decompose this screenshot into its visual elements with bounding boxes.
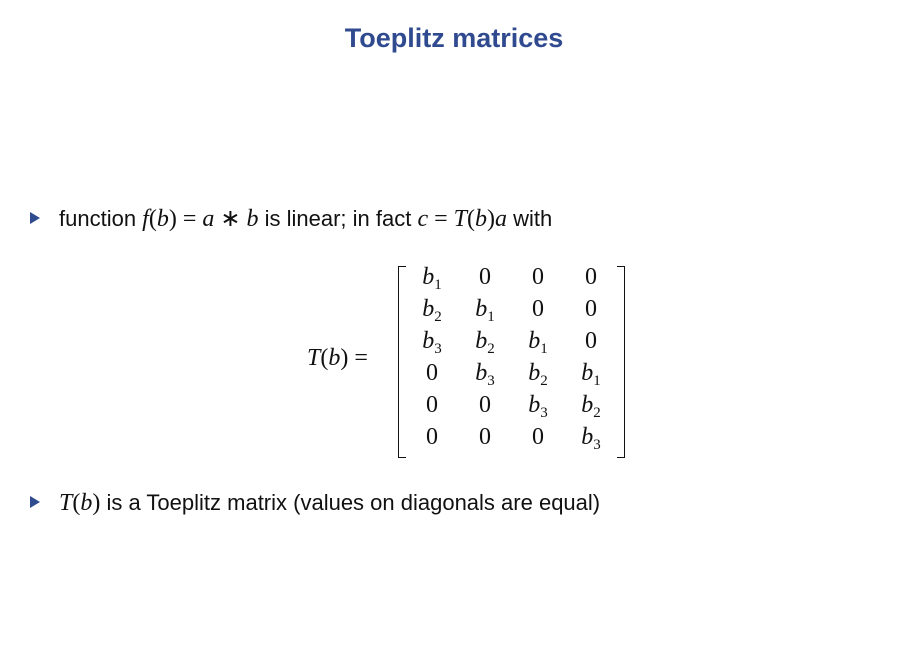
bullet-text-c: with — [507, 206, 553, 231]
matrix-cell: 0 — [585, 296, 597, 322]
matrix-cell: $b_1$ — [528, 328, 548, 357]
matrix-cell: $b_2$ — [422, 296, 442, 325]
math-c-equals-tba: c = T(b)a — [417, 206, 508, 232]
bullet-text-toeplitz: is a Toeplitz matrix (values on diagonals are equal) — [100, 490, 601, 515]
matrix-lhs: T(b) = — [307, 345, 368, 371]
matrix-cell: 0 — [585, 264, 597, 290]
bullet-triangle-icon — [30, 212, 40, 224]
matrix-cell: $b_3$ — [581, 424, 601, 453]
matrix-cell: $b_1$ — [475, 296, 495, 325]
bullet-item-toeplitz — [30, 488, 600, 518]
matrix-cell: $b_2$ — [475, 328, 495, 357]
bullet-item-linear — [30, 204, 552, 234]
matrix-cell: $b_1$ — [422, 264, 442, 293]
math-f-of-b: f(b) = a ∗ b — [142, 206, 259, 232]
matrix-cell: 0 — [532, 264, 544, 290]
matrix-cell: 0 — [479, 264, 491, 290]
matrix-left-bracket — [398, 266, 406, 458]
matrix-cell: $b_3$ — [528, 392, 548, 421]
matrix-cell: 0 — [426, 424, 438, 450]
math-t-of-b: T(b) — [59, 490, 101, 516]
slide-title: Toeplitz matrices — [344, 23, 564, 53]
matrix-cell: 0 — [479, 424, 491, 450]
bullet-triangle-icon — [30, 496, 40, 508]
matrix-right-bracket — [617, 266, 625, 458]
bullet-text-a: function — [59, 206, 143, 231]
matrix-cell: $b_3$ — [475, 360, 495, 389]
matrix-cell: 0 — [426, 360, 438, 386]
matrix-cell: $b_2$ — [528, 360, 548, 389]
bullet-text-b: is linear; in fact — [258, 206, 418, 231]
matrix-cell: $b_3$ — [422, 328, 442, 357]
matrix-cell: 0 — [479, 392, 491, 418]
matrix-cell: $b_1$ — [581, 360, 601, 389]
matrix-cell: 0 — [532, 296, 544, 322]
matrix-cell: 0 — [426, 392, 438, 418]
matrix-cell: 0 — [585, 328, 597, 354]
matrix-cell: $b_2$ — [581, 392, 601, 421]
matrix-cell: 0 — [532, 424, 544, 450]
